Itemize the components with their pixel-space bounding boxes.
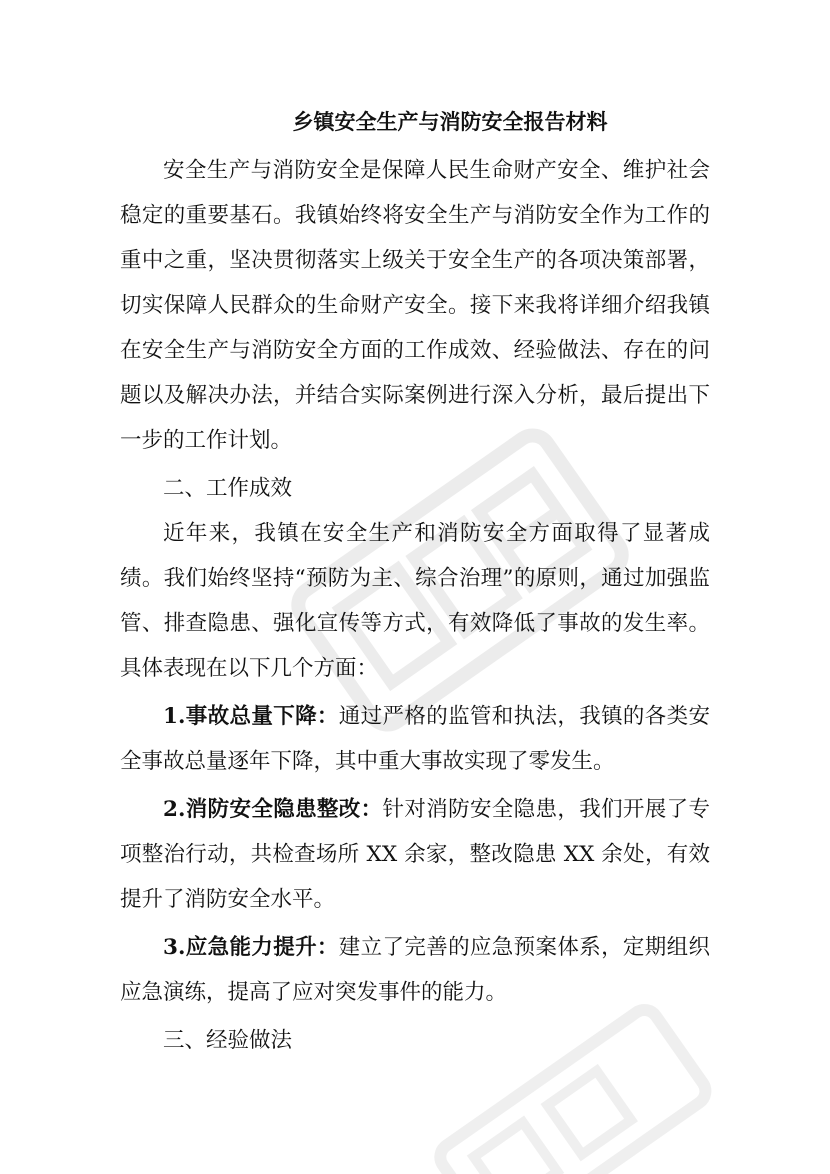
list-item-label: 2.消防安全隐患整改：	[163, 797, 383, 822]
list-item-text: 针对消防安全隐患，我们开展了专项整治行动，共检查场所 XX 余家，整改隐患 XX 余处，有效提升了消防安全水平。	[120, 797, 710, 912]
list-item-accident-decline	[120, 694, 710, 784]
document-body	[120, 96, 710, 1063]
section-heading-achievements: 二、工作成效	[163, 476, 293, 501]
list-item-label: 3.应急能力提升：	[163, 935, 339, 960]
list-item-text: 通过严格的监管和执法，我镇的各类安全事故总量逐年下降，其中重大事故实现了零发生。	[120, 704, 710, 774]
list-item-fire-hazard-rectification	[120, 787, 710, 922]
section-heading-experience: 三、经验做法	[163, 1028, 293, 1053]
intro-paragraph: 安全生产与消防安全是保障人民生命财产安全、维护社会稳定的重要基石。我镇始终将安全生产与消防安全作为工作的重中之重，坚决贯彻落实上级关于安全生产的各项决策部署，切实保障人民群众的生命财产安全。接下来我将详细介绍我镇在安全生产与消防安全方面的工作成效、经验做法、存在的问题以及解决办法，并结合实际案例进行深入分析，最后提出下一步的工作计划。	[120, 158, 710, 453]
list-item-label: 1.事故总量下降：	[163, 704, 339, 729]
list-item-emergency-capability	[120, 925, 710, 1015]
list-item-text: 建立了完善的应急预案体系，定期组织应急演练，提高了应对突发事件的能力。	[120, 935, 710, 1005]
achievements-paragraph: 近年来，我镇在安全生产和消防安全方面取得了显著成绩。我们始终坚持“预防为主、综合治理”的原则，通过加强监管、排查隐患、强化宣传等方式，有效降低了事故的发生率。具体表现在以下几个方面：	[120, 521, 710, 681]
document-title: 乡镇安全生产与消防安全报告材料	[292, 109, 608, 134]
